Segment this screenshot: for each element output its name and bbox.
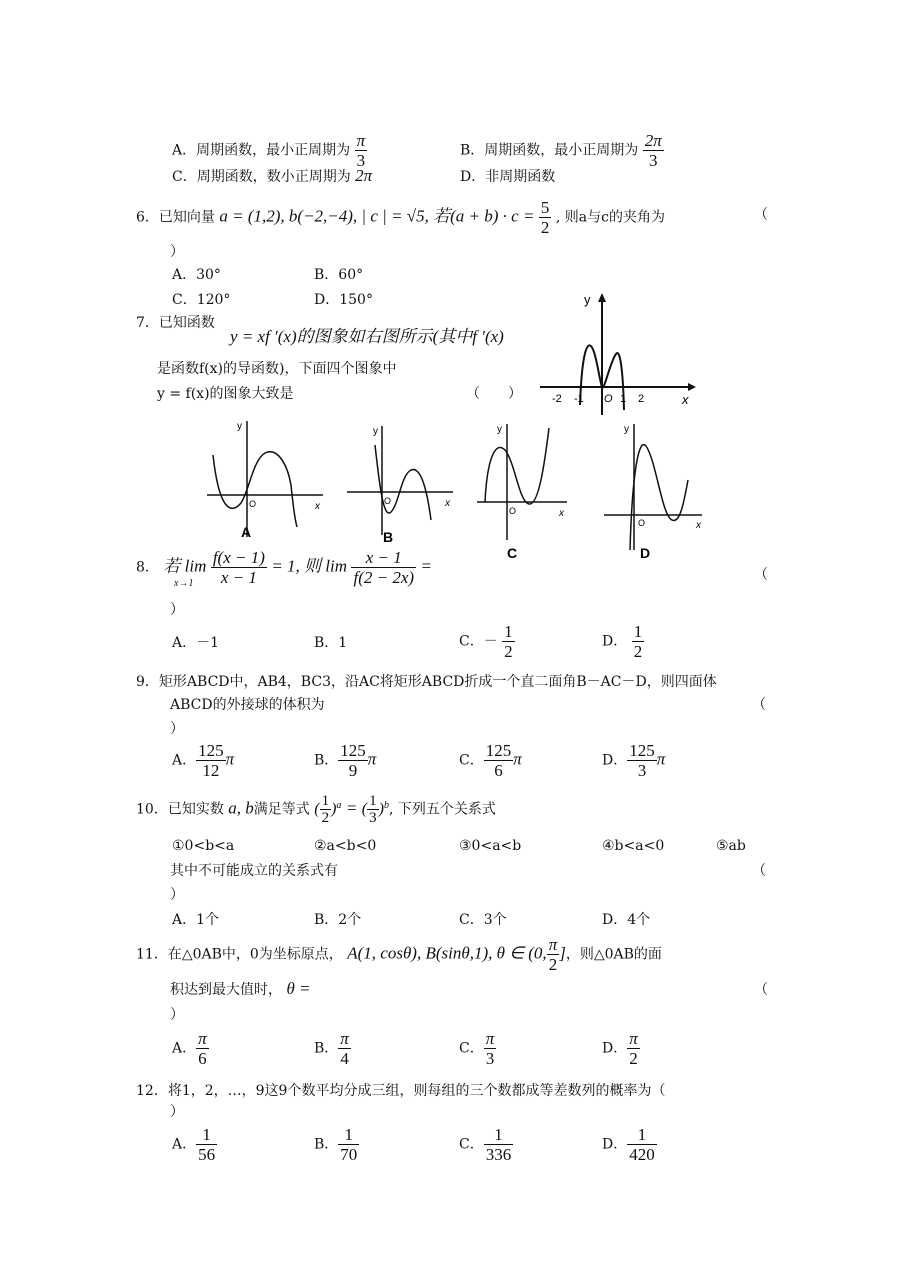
- svg-text:x: x: [315, 501, 320, 512]
- q7-graph-a: [205, 415, 330, 540]
- q6-option-c: C．120°: [172, 292, 231, 308]
- q12-option-c: C． $\frac{1}{336}$: [459, 1125, 512, 1164]
- q6-paren-close: ）: [170, 244, 184, 260]
- q10-option-d: D．4个: [602, 912, 651, 928]
- q5-option-a: A．周期函数，最小正周期为 $\frac{\pi}{3}$: [172, 131, 366, 170]
- graph-b-label: B: [383, 529, 394, 545]
- q12-paren-close: ）: [170, 1104, 184, 1120]
- reference-tick: -2: [552, 393, 562, 405]
- q11-option-b: B． $\frac{\pi}{4}$: [314, 1029, 349, 1068]
- q7-graph-c: [475, 420, 575, 560]
- q6-option-d: D．150°: [314, 292, 373, 308]
- q7-reference-graph: [540, 290, 700, 415]
- svg-text:y: y: [373, 426, 378, 437]
- graph-d-label: D: [640, 545, 651, 560]
- q7-math: y = xf ′(x)的图象如右图所示(其中f ′(x): [230, 327, 504, 346]
- svg-text:O: O: [384, 496, 392, 506]
- svg-text:x: x: [696, 520, 701, 531]
- reference-x-label: x: [682, 392, 689, 407]
- q10-line3: 其中不可能成立的关系式有: [170, 863, 338, 879]
- q10-paren-close: ）: [170, 887, 184, 903]
- q7-graph-d: [600, 420, 710, 560]
- q12-line1: 12．将1，2，…，9这9个数平均分成三组，则每组的三个数都成等差数列的概率为（: [136, 1083, 666, 1099]
- q8-paren-close: ）: [170, 602, 184, 618]
- q10-paren-open: （: [752, 863, 766, 879]
- reference-tick: 1: [620, 393, 627, 405]
- q11-option-c: C． $\frac{\pi}{3}$: [459, 1029, 495, 1068]
- q9-option-d: D． $\frac{125}{3}$ π: [602, 741, 666, 780]
- q6-paren-open: （: [754, 207, 768, 223]
- q5-option-d: D．非周期函数: [460, 169, 556, 185]
- q8-option-a: A．－1: [172, 635, 220, 651]
- q9-line1: 9．矩形ABCD中，AB4，BC3，沿AC将矩形ABCD折成一个直二面角B－AC－D，则四面体: [136, 674, 717, 690]
- svg-text:O: O: [249, 499, 257, 509]
- q8-option-b: B．1: [314, 635, 348, 651]
- q8-paren-open: （: [754, 567, 768, 583]
- q8-option-d: D． $\frac{1}{2}$: [602, 622, 643, 661]
- q6-stem: 6．已知向量 a = (1,2), b(−2,−4), | c | = √5, 若(a + b) · c = $\frac{5}{2}$ , 则a与c的夹角为: [136, 198, 665, 237]
- q10-option-b: B．2个: [314, 912, 362, 928]
- reference-y-label: y: [584, 292, 591, 307]
- q9-option-a: A． $\frac{125}{12}$ π: [172, 741, 235, 780]
- reference-y-arrow: [598, 293, 606, 302]
- q11-paren-open: （: [754, 982, 768, 998]
- q11-paren-close: ）: [170, 1007, 184, 1023]
- q8-limit-sub: x→1: [174, 578, 194, 589]
- q7-line3: y = f(x)的图象大致是: [157, 386, 294, 402]
- graph-c-label: C: [507, 545, 518, 560]
- q9-option-c: C． $\frac{125}{6}$ π: [459, 741, 522, 780]
- q8-option-c: C．－ $\frac{1}{2}$: [459, 622, 513, 661]
- q5-option-b-fraction: $\frac{2\pi}{3}$: [644, 131, 662, 170]
- graph-a-label: A: [241, 524, 252, 540]
- svg-text:y: y: [624, 424, 629, 435]
- reference-origin: O: [604, 393, 613, 405]
- reference-x-arrow: [688, 383, 696, 391]
- q10-stem: 10．已知实数 a, b满足等式 ( $\frac{1}{2}$ )$^a$ = ( $\frac{1}{3}$ )$^b$, 下列五个关系式: [136, 793, 496, 826]
- svg-text:O: O: [638, 518, 646, 528]
- svg-text:O: O: [509, 506, 517, 516]
- q6-fraction: $\frac{5}{2}$: [540, 198, 550, 237]
- q11-option-d: D． $\frac{\pi}{2}$: [602, 1029, 638, 1068]
- q7-paren: （ ）: [466, 386, 522, 402]
- reference-tick: -1: [574, 393, 584, 405]
- q7-prefix: 7．已知函数: [136, 315, 215, 331]
- q10-relation-1: ①0<b<a: [172, 838, 235, 854]
- q5-option-b: B．周期函数，最小正周期为 $\frac{2\pi}{3}$: [460, 131, 662, 170]
- q7-graph-b: [345, 420, 460, 545]
- q7-line2: 是函数f(x)的导函数)，下面四个图象中: [157, 361, 397, 377]
- q9-line2: ABCD的外接球的体积为: [170, 697, 325, 713]
- q6-option-b: B．60°: [314, 267, 364, 283]
- q12-option-b: B． $\frac{1}{70}$: [314, 1125, 358, 1164]
- q5-option-a-fraction: $\frac{\pi}{3}$: [356, 131, 366, 170]
- q9-paren-close: ）: [170, 721, 184, 737]
- q11-stem: 11．在△0AB中，0为坐标原点， A(1, cosθ), B(sinθ,1), θ ∈ (0, $\frac{\pi}{2}$ ]，则△0AB的面: [136, 935, 662, 974]
- q8-fraction-2: $\frac{x - 1}{f(2 - 2x)}$: [353, 548, 415, 587]
- svg-text:y: y: [497, 424, 502, 435]
- q10-relation-4: ④b<a<0: [602, 838, 665, 854]
- q10-option-c: C．3个: [459, 912, 507, 928]
- q5-option-c: C．周期函数，数小正周期为 2π: [172, 166, 373, 185]
- q10-relation-2: ②a<b<0: [314, 838, 377, 854]
- svg-text:y: y: [237, 421, 242, 432]
- q9-option-b: B． $\frac{125}{9}$ π: [314, 741, 377, 780]
- q10-option-a: A．1个: [172, 912, 220, 928]
- q11-line2: 积达到最大值时， θ =: [170, 979, 311, 998]
- q11-option-a: A． $\frac{\pi}{6}$: [172, 1029, 207, 1068]
- svg-text:x: x: [559, 508, 564, 519]
- q10-relation-3: ③0<a<b: [459, 838, 522, 854]
- q12-option-a: A． $\frac{1}{56}$: [172, 1125, 216, 1164]
- reference-tick: 2: [638, 393, 645, 405]
- svg-text:x: x: [445, 498, 450, 509]
- q12-option-d: D． $\frac{1}{420}$: [602, 1125, 655, 1164]
- q10-relation-5: ⑤ab: [716, 838, 746, 854]
- q9-paren-open: （: [752, 697, 766, 713]
- q8-fraction-1: $\frac{f(x - 1)}{x - 1}$: [212, 548, 265, 587]
- q6-option-a: A．30°: [172, 267, 221, 283]
- q8-stem: 8． 若 lim $\frac{f(x - 1)}{x - 1}$ = 1, 则 lim $\frac{x - 1}{f(2 - 2x)}$ =: [136, 548, 432, 587]
